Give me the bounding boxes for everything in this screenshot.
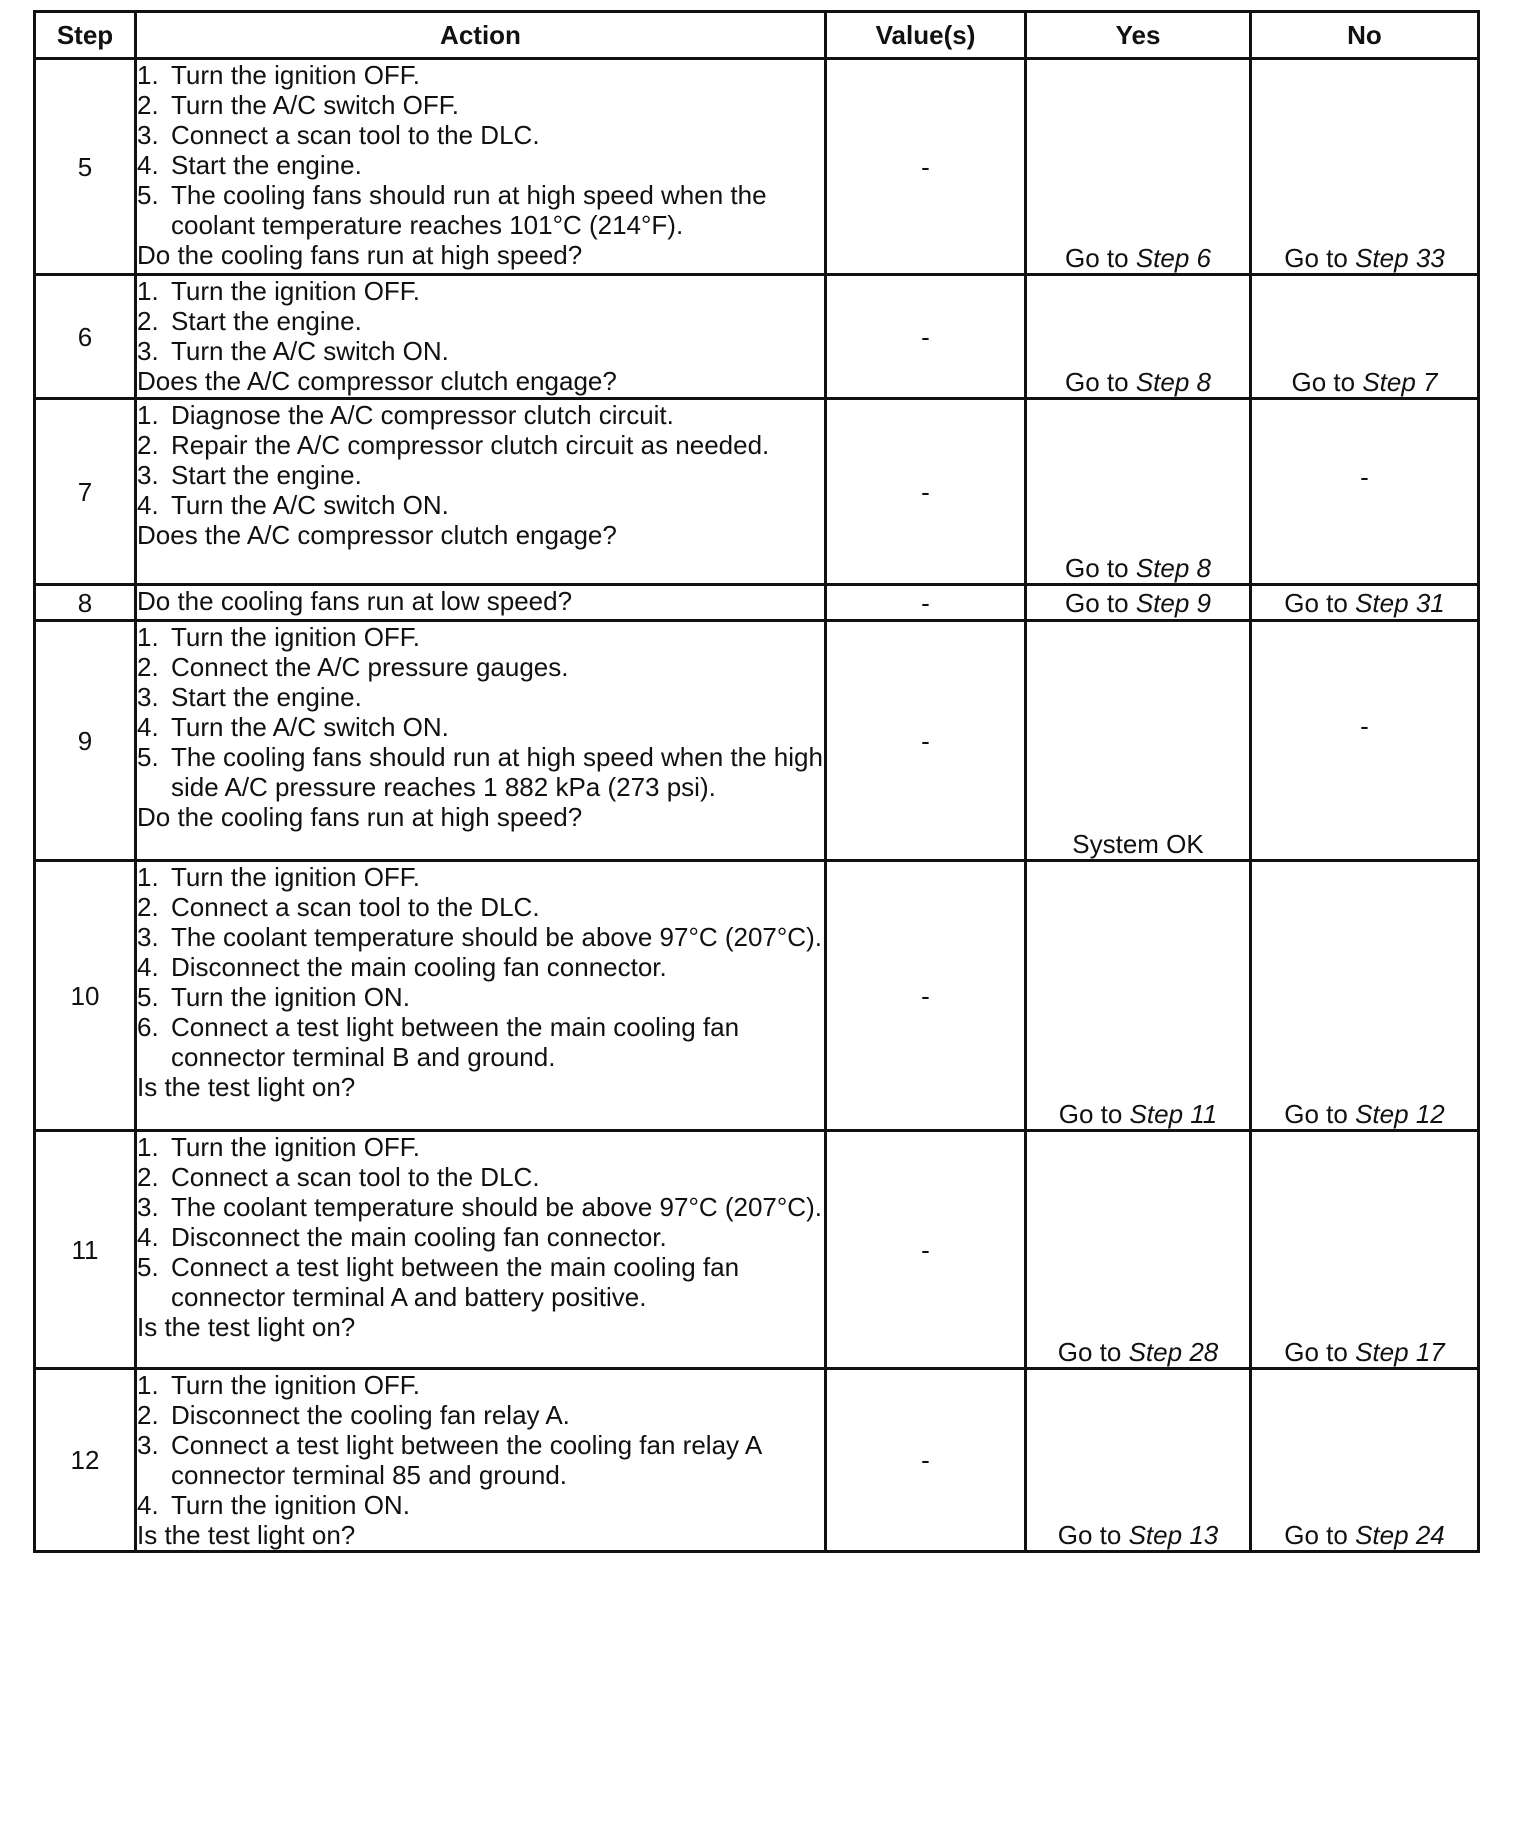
list-item-text: Disconnect the main cooling fan connector.: [171, 1222, 667, 1252]
go-to-label: Go to: [1058, 1099, 1123, 1129]
table-row: [35, 621, 1479, 861]
step-reference: [1136, 553, 1211, 583]
no-result-cell: [1251, 861, 1479, 1131]
yes-result-cell: [1026, 585, 1251, 621]
step-target-number: 28: [1189, 1337, 1219, 1367]
value-cell: -: [826, 275, 1026, 399]
step-target-number: 8: [1196, 367, 1212, 397]
list-item-text: Connect a test light between the main cooling fan connector terminal B and ground.: [171, 1012, 740, 1072]
action-steps-list: [137, 1132, 824, 1312]
step-target-number: 33: [1415, 243, 1445, 273]
step-target-number: 17: [1415, 1337, 1445, 1367]
value-cell: -: [826, 585, 1026, 621]
step-reference: [1129, 1520, 1219, 1550]
result-text: -: [1360, 461, 1369, 492]
list-item-number: 2.: [137, 1162, 159, 1192]
go-to-label: Go to: [1284, 1337, 1348, 1367]
list-item-number: 1.: [137, 622, 159, 652]
action-steps-list: [137, 1370, 824, 1520]
diagnostic-table: [33, 10, 1480, 1553]
step-reference: [1355, 243, 1445, 273]
list-item: [137, 306, 824, 336]
list-item-number: 4.: [137, 712, 159, 742]
step-word: Step: [1128, 1337, 1183, 1367]
value-cell: -: [826, 1131, 1026, 1369]
header-step: Step: [35, 12, 136, 59]
list-item-text: Turn the ignition OFF.: [171, 1370, 421, 1400]
list-item-text: Turn the A/C switch ON.: [171, 490, 449, 520]
list-item: [137, 982, 824, 1012]
list-item-text: Repair the A/C compressor clutch circuit as needed.: [171, 430, 770, 460]
action-steps-list: [137, 276, 824, 366]
list-item-text: Turn the ignition ON.: [171, 982, 410, 1012]
list-item: [137, 1192, 824, 1222]
step-target-number: 9: [1196, 587, 1212, 618]
step-reference: [1136, 243, 1211, 273]
list-item-number: 2.: [137, 430, 159, 460]
yes-result-cell: [1026, 275, 1251, 399]
list-item-text: Turn the A/C switch OFF.: [171, 90, 460, 120]
list-item-number: 5.: [137, 180, 159, 210]
list-item-text: Turn the ignition OFF.: [171, 276, 421, 306]
list-item: [137, 742, 824, 802]
go-to-label: Go to: [1057, 1520, 1122, 1550]
step-number: 8: [35, 585, 136, 621]
step-word: Step: [1135, 587, 1190, 618]
step-word: Step: [1129, 1099, 1184, 1129]
yes-result-cell: [1026, 1131, 1251, 1369]
yes-result-cell: [1026, 59, 1251, 275]
list-item-text: Connect a scan tool to the DLC.: [171, 1162, 540, 1192]
no-result-cell: [1251, 621, 1479, 861]
list-item-text: Start the engine.: [171, 150, 362, 180]
action-cell: [136, 1131, 826, 1369]
table-row: [35, 585, 1479, 621]
list-item-text: Connect a scan tool to the DLC.: [171, 892, 540, 922]
step-reference: [1362, 367, 1437, 397]
list-item: [137, 652, 824, 682]
step-number: 12: [35, 1369, 136, 1552]
list-item: [137, 1430, 824, 1490]
table-row: [35, 275, 1479, 399]
header-row: [35, 12, 1479, 59]
list-item-text: The coolant temperature should be above 97°C (207°C).: [171, 922, 822, 952]
list-item-text: Turn the ignition OFF.: [171, 862, 421, 892]
list-item: [137, 892, 824, 922]
go-to-label: Go to: [1284, 1099, 1348, 1129]
action-cell: [136, 585, 826, 621]
table-row: [35, 399, 1479, 585]
go-to-label: Go to: [1064, 243, 1129, 273]
header-yes: Yes: [1026, 12, 1251, 59]
step-reference: [1130, 1099, 1218, 1129]
no-result-cell: [1251, 59, 1479, 275]
step-target-number: 11: [1190, 1099, 1218, 1129]
value-cell: -: [826, 1369, 1026, 1552]
yes-result-cell: [1026, 1369, 1251, 1552]
header-action: Action: [136, 12, 826, 59]
list-item-text: Start the engine.: [171, 682, 362, 712]
list-item-text: Connect a scan tool to the DLC.: [171, 120, 540, 150]
list-item-number: 6.: [137, 1012, 159, 1042]
list-item-number: 2.: [137, 306, 159, 336]
list-item-text: The cooling fans should run at high speed when the high side A/C pressure reaches 1 882 kPa (273 psi).: [171, 742, 823, 802]
list-item-number: 3.: [137, 1192, 159, 1222]
list-item-text: Connect a test light between the main cooling fan connector terminal A and battery positive.: [171, 1252, 740, 1312]
table-row: [35, 59, 1479, 275]
list-item-number: 5.: [137, 982, 159, 1012]
list-item: [137, 862, 824, 892]
list-item-text: Turn the ignition OFF.: [171, 1132, 421, 1162]
step-number: 9: [35, 621, 136, 861]
list-item-number: 2.: [137, 652, 159, 682]
step-number: 11: [35, 1131, 136, 1369]
step-reference: [1136, 588, 1211, 618]
action-question: Does the A/C compressor clutch engage?: [137, 520, 617, 550]
list-item: [137, 1400, 824, 1430]
list-item-text: Turn the A/C switch ON.: [171, 712, 449, 742]
list-item: [137, 90, 824, 120]
go-to-label: Go to: [1284, 1520, 1348, 1550]
go-to-label: Go to: [1284, 587, 1348, 618]
list-item: [137, 682, 824, 712]
value-cell: -: [826, 861, 1026, 1131]
action-question: Is the test light on?: [137, 1312, 356, 1342]
list-item-text: The coolant temperature should be above 97°C (207°C).: [171, 1192, 822, 1222]
step-word: Step: [1355, 1099, 1409, 1129]
list-item: [137, 400, 824, 430]
no-result-cell: [1251, 275, 1479, 399]
list-item-number: 4.: [137, 490, 159, 520]
list-item-number: 5.: [137, 742, 159, 772]
action-question: Is the test light on?: [137, 1520, 356, 1550]
step-reference: [1129, 1337, 1219, 1367]
action-question: Is the test light on?: [137, 1072, 356, 1102]
no-result-cell: [1251, 1131, 1479, 1369]
list-item-number: 3.: [137, 1430, 159, 1460]
step-number: 7: [35, 399, 136, 585]
go-to-label: Go to: [1284, 243, 1348, 273]
go-to-label: Go to: [1064, 587, 1129, 618]
list-item-number: 3.: [137, 682, 159, 712]
list-item-number: 4.: [137, 1490, 159, 1520]
step-reference: [1355, 1099, 1445, 1129]
action-question: Do the cooling fans run at low speed?: [137, 586, 573, 616]
step-word: Step: [1355, 587, 1409, 618]
list-item-text: Turn the ignition ON.: [171, 1490, 410, 1520]
list-item-number: 4.: [137, 1222, 159, 1252]
list-item: [137, 460, 824, 490]
list-item: [137, 60, 824, 90]
list-item: [137, 922, 824, 952]
list-item-number: 1.: [137, 60, 159, 90]
go-to-label: Go to: [1057, 1337, 1122, 1367]
list-item: [137, 430, 824, 460]
list-item-number: 1.: [137, 1370, 159, 1400]
list-item: [137, 336, 824, 366]
value-cell: -: [826, 59, 1026, 275]
action-question: Do the cooling fans run at high speed?: [137, 240, 583, 270]
no-result-cell: [1251, 585, 1479, 621]
list-item-number: 4.: [137, 952, 159, 982]
action-steps-list: [137, 400, 824, 520]
list-item-number: 2.: [137, 90, 159, 120]
result-text: -: [1360, 710, 1369, 741]
list-item: [137, 1012, 824, 1072]
value-cell: -: [826, 621, 1026, 861]
list-item-number: 5.: [137, 1252, 159, 1282]
value-cell: -: [826, 399, 1026, 585]
action-question: Do the cooling fans run at high speed?: [137, 802, 583, 832]
list-item-text: Turn the ignition OFF.: [171, 622, 421, 652]
table-row: [35, 861, 1479, 1131]
table-row: [35, 1369, 1479, 1552]
list-item-number: 2.: [137, 892, 159, 922]
action-steps-list: [137, 60, 824, 240]
list-item: [137, 1252, 824, 1312]
step-word: Step: [1355, 1520, 1409, 1550]
step-target-number: 6: [1196, 243, 1212, 273]
list-item: [137, 1222, 824, 1252]
go-to-label: Go to: [1064, 367, 1129, 397]
action-cell: [136, 621, 826, 861]
list-item: [137, 952, 824, 982]
list-item-number: 3.: [137, 460, 159, 490]
list-item-number: 4.: [137, 150, 159, 180]
list-item: [137, 1132, 824, 1162]
list-item-text: Connect the A/C pressure gauges.: [171, 652, 569, 682]
header-values: Value(s): [826, 12, 1026, 59]
action-cell: [136, 59, 826, 275]
list-item-number: 1.: [137, 400, 159, 430]
step-target-number: 13: [1189, 1520, 1219, 1550]
table-body: [35, 59, 1479, 1552]
list-item: [137, 1490, 824, 1520]
action-question: Does the A/C compressor clutch engage?: [137, 366, 617, 396]
step-target-number: 24: [1415, 1520, 1445, 1550]
action-steps-list: [137, 862, 824, 1072]
list-item-number: 1.: [137, 1132, 159, 1162]
list-item-number: 1.: [137, 276, 159, 306]
list-item-number: 1.: [137, 862, 159, 892]
step-number: 6: [35, 275, 136, 399]
list-item: [137, 622, 824, 652]
list-item-text: Turn the A/C switch ON.: [171, 336, 449, 366]
step-reference: [1355, 1337, 1445, 1367]
list-item: [137, 120, 824, 150]
diagnostic-page: [33, 10, 1480, 1553]
yes-result-cell: [1026, 399, 1251, 585]
step-target-number: 31: [1415, 587, 1445, 618]
action-cell: [136, 1369, 826, 1552]
list-item: [137, 712, 824, 742]
step-word: Step: [1355, 1337, 1409, 1367]
step-number: 5: [35, 59, 136, 275]
go-to-label: Go to: [1291, 367, 1356, 397]
step-word: Step: [1362, 367, 1416, 397]
table-row: [35, 1131, 1479, 1369]
list-item-number: 2.: [137, 1400, 159, 1430]
step-number: 10: [35, 861, 136, 1131]
yes-result-cell: [1026, 621, 1251, 861]
action-cell: [136, 861, 826, 1131]
step-target-number: 12: [1415, 1099, 1445, 1129]
list-item: [137, 1162, 824, 1192]
step-word: Step: [1135, 243, 1190, 273]
header-no: No: [1251, 12, 1479, 59]
list-item: [137, 150, 824, 180]
list-item-text: Disconnect the main cooling fan connector.: [171, 952, 667, 982]
yes-result-cell: [1026, 861, 1251, 1131]
list-item: [137, 276, 824, 306]
action-cell: [136, 275, 826, 399]
list-item-text: Start the engine.: [171, 460, 362, 490]
step-word: Step: [1355, 243, 1409, 273]
list-item-text: Turn the ignition OFF.: [171, 60, 421, 90]
step-reference: [1355, 588, 1445, 618]
step-target-number: 7: [1423, 367, 1438, 397]
result-text: System OK: [1072, 829, 1204, 859]
action-cell: [136, 399, 826, 585]
step-reference: [1136, 367, 1211, 397]
step-reference: [1355, 1520, 1445, 1550]
list-item: [137, 1370, 824, 1400]
step-word: Step: [1128, 1520, 1183, 1550]
list-item-number: 3.: [137, 336, 159, 366]
list-item: [137, 180, 824, 240]
no-result-cell: [1251, 1369, 1479, 1552]
list-item-text: Connect a test light between the cooling fan relay A connector terminal 85 and ground.: [171, 1430, 761, 1490]
list-item-text: Diagnose the A/C compressor clutch circuit.: [171, 400, 674, 430]
list-item-text: Start the engine.: [171, 306, 362, 336]
list-item-text: The cooling fans should run at high speed when the coolant temperature reaches 101°C (214°F).: [171, 180, 767, 240]
list-item: [137, 490, 824, 520]
step-target-number: 8: [1196, 553, 1212, 583]
list-item-text: Disconnect the cooling fan relay A.: [171, 1400, 570, 1430]
step-word: Step: [1135, 553, 1190, 583]
list-item-number: 3.: [137, 120, 159, 150]
list-item-number: 3.: [137, 922, 159, 952]
action-steps-list: [137, 622, 824, 802]
no-result-cell: [1251, 399, 1479, 585]
go-to-label: Go to: [1064, 553, 1129, 583]
step-word: Step: [1135, 367, 1190, 397]
